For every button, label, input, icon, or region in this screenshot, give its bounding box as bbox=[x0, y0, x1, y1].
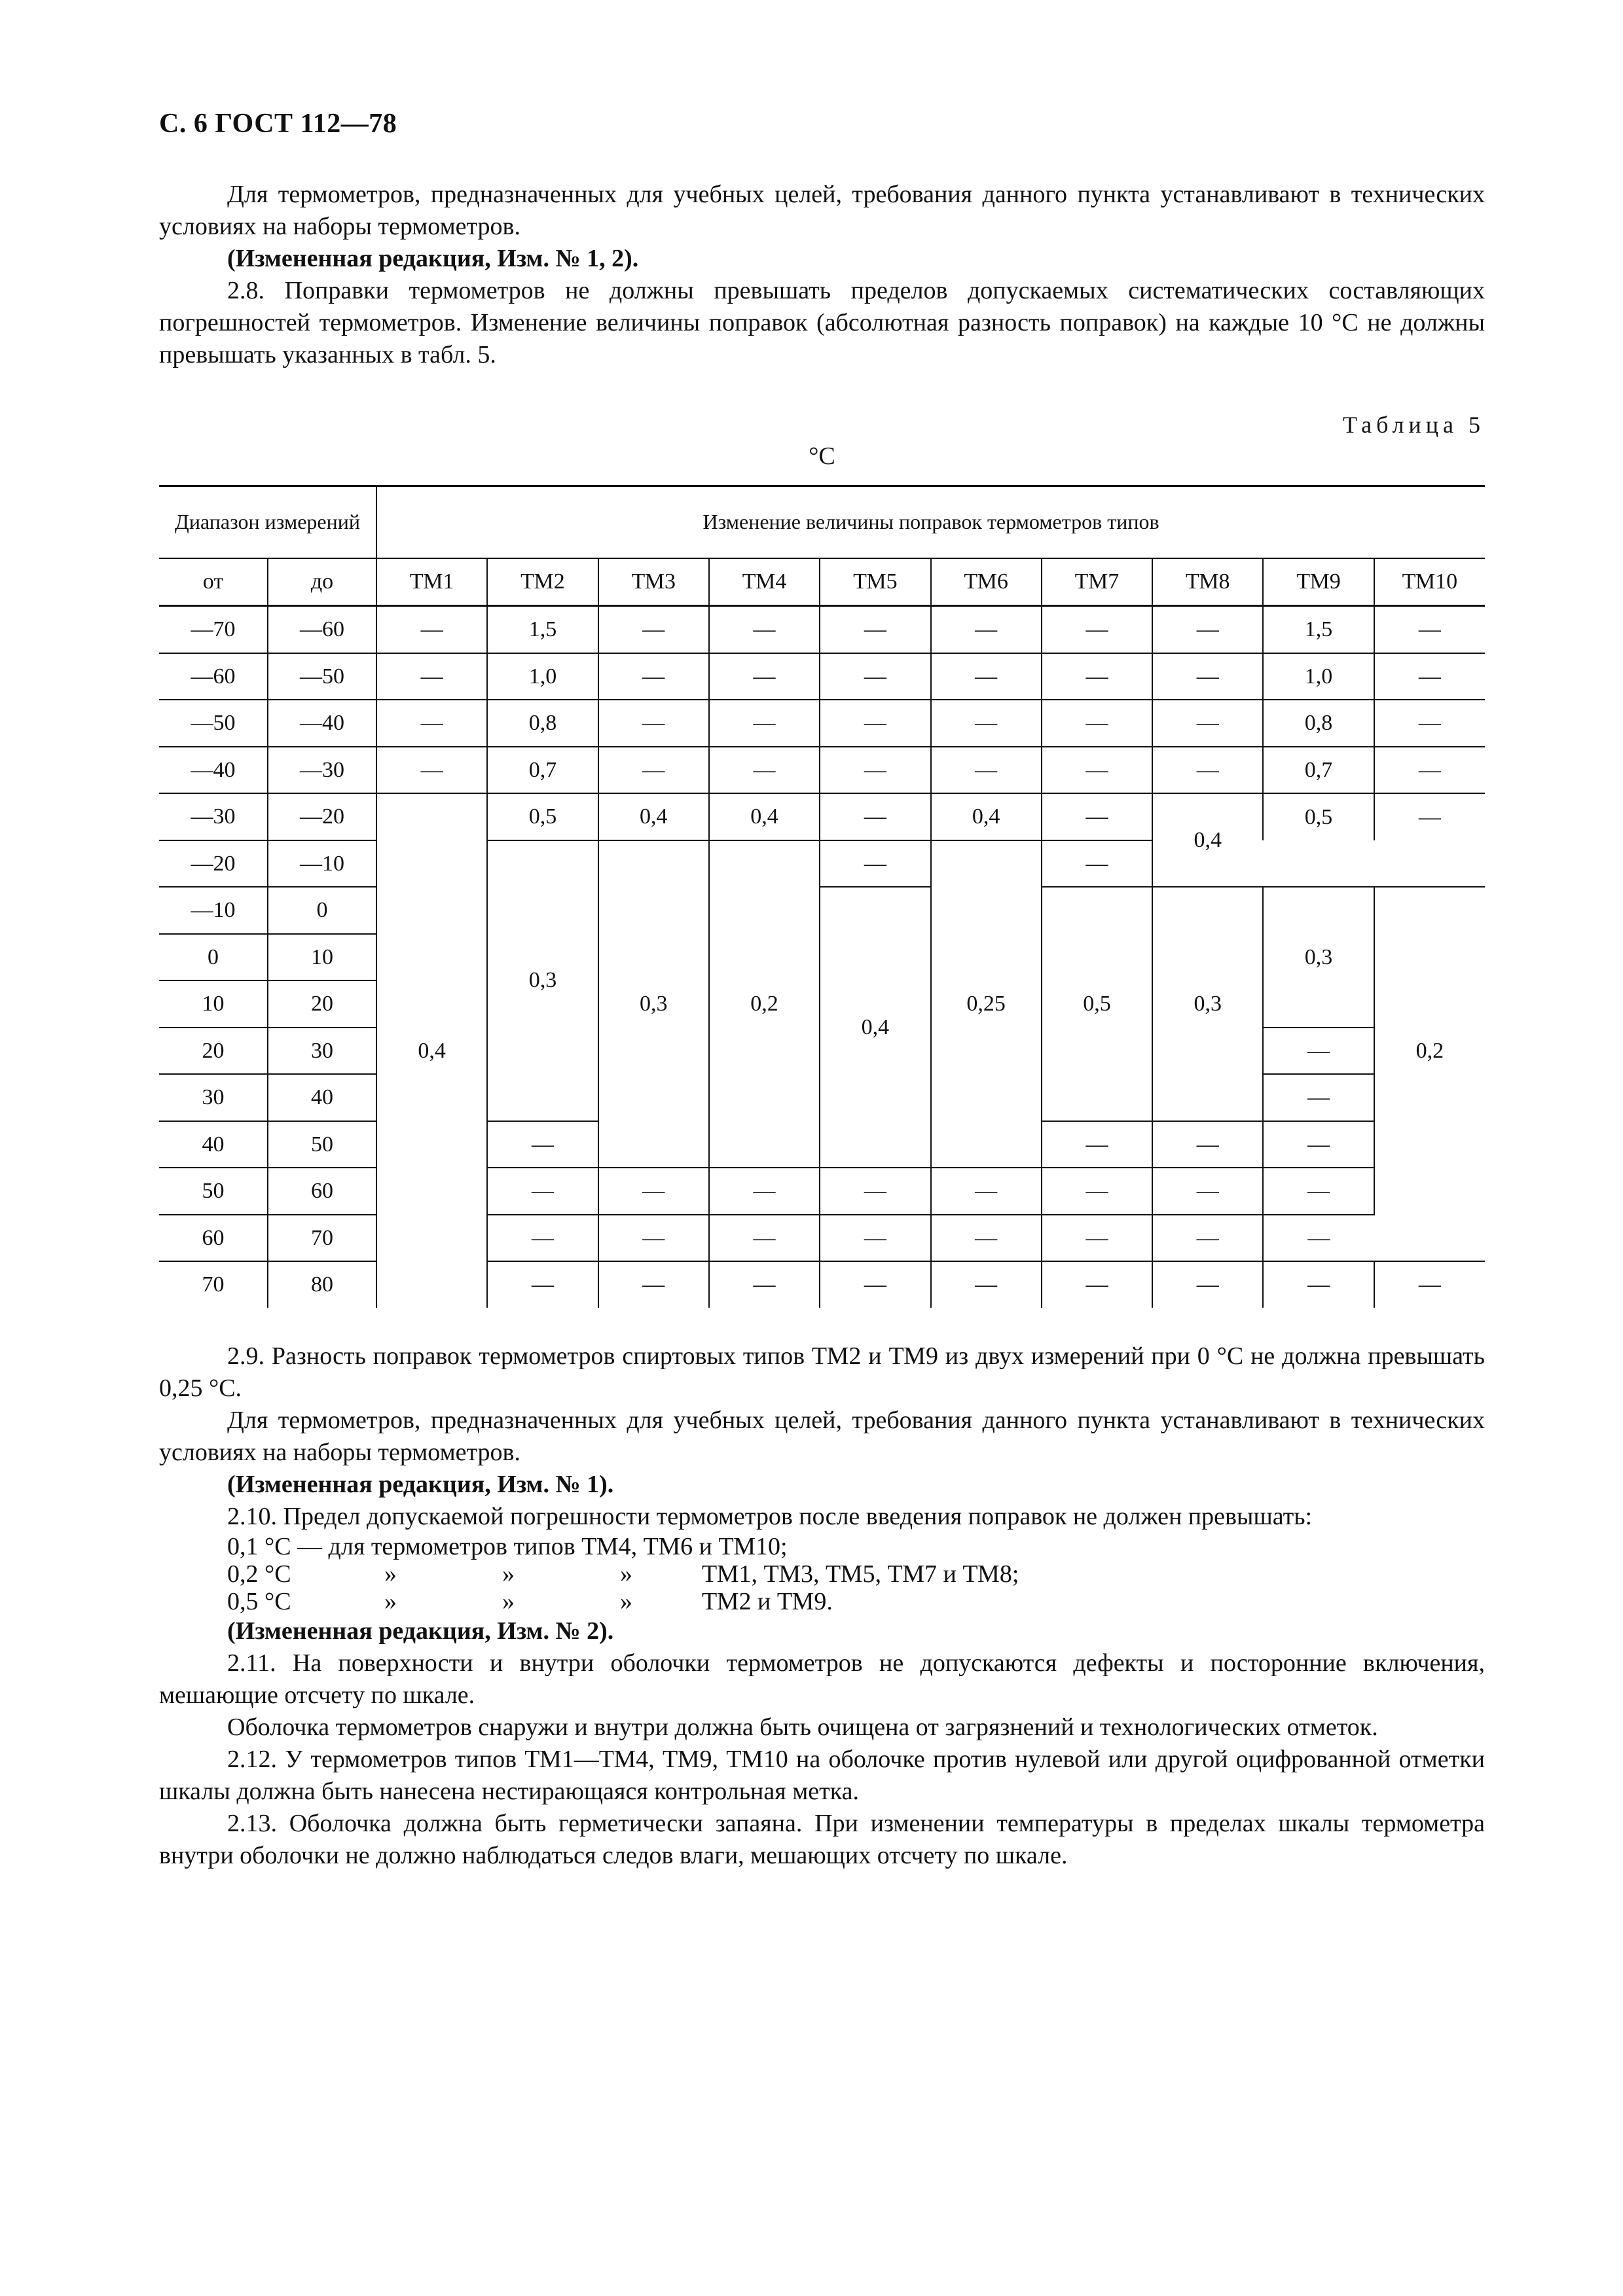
value-cell: — bbox=[1042, 1215, 1152, 1262]
range-header: Диапазон измерений bbox=[159, 486, 376, 559]
page-header: С. 6 ГОСТ 112—78 bbox=[159, 109, 397, 139]
value-cell: — bbox=[1042, 700, 1152, 747]
value-cell: 1,5 bbox=[487, 606, 598, 653]
value-cell: — bbox=[1042, 1121, 1152, 1168]
value-cell: — bbox=[709, 1168, 820, 1215]
col-to-header: до bbox=[268, 558, 376, 606]
range-from-cell: —30 bbox=[159, 793, 268, 840]
value-cell: — bbox=[376, 747, 487, 794]
value-cell: — bbox=[709, 700, 820, 747]
amendment-note-1: (Измененная редакция, Изм. № 1, 2). bbox=[227, 245, 639, 272]
table-row bbox=[159, 1168, 1485, 1215]
value-cell: — bbox=[1042, 606, 1152, 653]
value-cell: 0,4 bbox=[1152, 793, 1263, 887]
value-cell: 0,3 bbox=[1263, 887, 1374, 1028]
type-header: ТМ6 bbox=[931, 558, 1042, 606]
value-cell: — bbox=[1042, 840, 1152, 888]
value-cell: — bbox=[820, 1168, 930, 1215]
value-cell: — bbox=[709, 1261, 820, 1308]
range-from-cell: —50 bbox=[159, 700, 268, 747]
range-from-cell: 0 bbox=[159, 934, 268, 981]
value-cell: — bbox=[598, 653, 709, 700]
value-cell: — bbox=[1152, 1215, 1263, 1262]
value-cell: 0,4 bbox=[376, 793, 487, 1308]
value-cell: — bbox=[820, 1261, 930, 1308]
value-cell: — bbox=[1374, 606, 1485, 653]
amendment-note-3: (Измененная редакция, Изм. № 2). bbox=[227, 1617, 614, 1645]
value-cell: — bbox=[1374, 700, 1485, 747]
paragraph-2-11-b: Оболочка термометров снаружи и внутри должна быть очищена от загрязнений и технологических отметок. bbox=[227, 1713, 1378, 1741]
corrections-table bbox=[159, 485, 1485, 1308]
type-header: ТМ1 bbox=[376, 558, 487, 606]
range-to-cell: 40 bbox=[268, 1074, 376, 1121]
table-row bbox=[159, 1261, 1485, 1308]
value-cell: — bbox=[1152, 1261, 1263, 1308]
value-cell: — bbox=[1374, 1261, 1485, 1308]
table-header-row bbox=[159, 486, 1485, 559]
value-cell: — bbox=[1263, 1121, 1374, 1168]
document-page bbox=[159, 108, 1485, 1872]
value-cell: — bbox=[598, 1215, 709, 1262]
range-to-cell: 10 bbox=[268, 934, 376, 981]
value-cell: 0,4 bbox=[598, 793, 709, 840]
range-to-cell: —10 bbox=[268, 840, 376, 888]
value-cell: 0,8 bbox=[487, 700, 598, 747]
value-cell: — bbox=[820, 793, 930, 840]
value-cell: — bbox=[820, 606, 930, 653]
value-cell: — bbox=[1042, 747, 1152, 794]
list-item: 0,2 °С » » » ТМ1, ТМ3, ТМ5, ТМ7 и ТМ8; bbox=[227, 1560, 1019, 1588]
value-cell: — bbox=[487, 1261, 598, 1308]
value-cell: 1,0 bbox=[1263, 653, 1374, 700]
value-cell: 0,5 bbox=[1263, 793, 1374, 840]
value-cell: — bbox=[376, 700, 487, 747]
value-cell: 0,5 bbox=[487, 793, 598, 840]
value-cell: 0,8 bbox=[1263, 700, 1374, 747]
value-cell: — bbox=[709, 653, 820, 700]
value-cell: — bbox=[1152, 606, 1263, 653]
value-cell: 0,4 bbox=[820, 887, 930, 1168]
paragraph-2-10: 2.10. Предел допускаемой погрешности термометров после введения поправок не должен превышать: bbox=[227, 1502, 1313, 1530]
value-cell: — bbox=[931, 1261, 1042, 1308]
value-cell: — bbox=[1263, 1261, 1374, 1308]
range-to-cell: 20 bbox=[268, 980, 376, 1028]
range-to-cell: —50 bbox=[268, 653, 376, 700]
value-cell: — bbox=[1263, 1074, 1374, 1121]
range-from-cell: 50 bbox=[159, 1168, 268, 1215]
type-header: ТМ5 bbox=[820, 558, 930, 606]
value-cell: 0,3 bbox=[487, 840, 598, 1121]
type-header: ТМ10 bbox=[1374, 558, 1485, 606]
list-item: 0,5 °С » » » ТМ2 и ТМ9. bbox=[227, 1587, 833, 1615]
type-header: ТМ2 bbox=[487, 558, 598, 606]
table-row bbox=[159, 606, 1485, 653]
range-to-cell: —40 bbox=[268, 700, 376, 747]
range-from-cell: 30 bbox=[159, 1074, 268, 1121]
range-from-cell: 40 bbox=[159, 1121, 268, 1168]
type-header: ТМ9 bbox=[1263, 558, 1374, 606]
value-cell: — bbox=[931, 1215, 1042, 1262]
value-cell: — bbox=[1042, 653, 1152, 700]
range-from-cell: —60 bbox=[159, 653, 268, 700]
value-cell: — bbox=[820, 747, 930, 794]
range-from-cell: —40 bbox=[159, 747, 268, 794]
type-header: ТМ3 bbox=[598, 558, 709, 606]
value-cell: — bbox=[931, 606, 1042, 653]
table-row bbox=[159, 793, 1485, 840]
value-cell: — bbox=[598, 700, 709, 747]
value-cell: 0,4 bbox=[931, 793, 1042, 840]
value-cell: — bbox=[709, 747, 820, 794]
range-to-cell: —30 bbox=[268, 747, 376, 794]
paragraph-2-13: 2.13. Оболочка должна быть герметически запаяна. При изменении температуры в пределах шкалы термометра внутри оболочки не должно наблюдаться следов влаги, мешающих отсчету по шкале. bbox=[159, 1809, 1485, 1869]
value-cell: — bbox=[1263, 1215, 1374, 1262]
table-row bbox=[159, 747, 1485, 794]
table-row bbox=[159, 840, 1485, 888]
value-cell: 0,7 bbox=[487, 747, 598, 794]
range-from-cell: 20 bbox=[159, 1028, 268, 1075]
value-cell: — bbox=[598, 747, 709, 794]
value-cell: — bbox=[376, 653, 487, 700]
range-from-cell: 60 bbox=[159, 1215, 268, 1262]
value-cell: — bbox=[1374, 793, 1485, 840]
value-cell: — bbox=[931, 1168, 1042, 1215]
value-cell: — bbox=[1152, 747, 1263, 794]
value-cell: — bbox=[487, 1215, 598, 1262]
range-to-cell: 70 bbox=[268, 1215, 376, 1262]
value-cell: — bbox=[1042, 793, 1152, 840]
paragraph-2-11: 2.11. На поверхности и внутри оболочки термометров не допускаются дефекты и посторонние включения, мешающие отсчету по шкале. bbox=[159, 1649, 1485, 1709]
amendment-note-2: (Измененная редакция, Изм. № 1). bbox=[227, 1470, 614, 1498]
value-cell: — bbox=[931, 700, 1042, 747]
value-cell: — bbox=[931, 747, 1042, 794]
range-to-cell: 60 bbox=[268, 1168, 376, 1215]
error-limits-list bbox=[159, 1533, 1485, 1615]
paragraph-2-8: 2.8. Поправки термометров не должны превышать пределов допускаемых систематических составляющих погрешностей термометров. Изменение величины поправок (абсолютная разность поправок) на каждые 10 °С не должны превышать указанных в табл. 5. bbox=[159, 277, 1485, 368]
range-to-cell: —60 bbox=[268, 606, 376, 653]
value-cell: — bbox=[1152, 653, 1263, 700]
value-cell: 0,2 bbox=[1374, 887, 1485, 1215]
table-unit: °С bbox=[809, 442, 835, 470]
value-cell: — bbox=[598, 1168, 709, 1215]
value-cell: — bbox=[598, 606, 709, 653]
type-header: ТМ8 bbox=[1152, 558, 1263, 606]
value-cell: — bbox=[598, 1261, 709, 1308]
table-row bbox=[159, 653, 1485, 700]
value-cell: — bbox=[931, 653, 1042, 700]
value-cell: — bbox=[1042, 1168, 1152, 1215]
value-cell: — bbox=[1374, 653, 1485, 700]
paragraph-training-thermometers-2: Для термометров, предназначенных для учебных целей, требования данного пункта устанавливают в технических условиях на наборы термометров. bbox=[159, 1406, 1485, 1466]
value-cell: — bbox=[1263, 1168, 1374, 1215]
value-cell: 0,5 bbox=[1042, 887, 1152, 1121]
paragraph-2-9: 2.9. Разность поправок термометров спиртовых типов ТМ2 и ТМ9 из двух измерений при 0 °С не должна превышать 0,25 °С. bbox=[159, 1342, 1485, 1402]
value-cell: 1,5 bbox=[1263, 606, 1374, 653]
value-cell: — bbox=[1152, 1121, 1263, 1168]
value-cell: — bbox=[709, 606, 820, 653]
value-cell: — bbox=[709, 1215, 820, 1262]
value-cell: — bbox=[820, 1215, 930, 1262]
value-cell: — bbox=[820, 700, 930, 747]
range-to-cell: 30 bbox=[268, 1028, 376, 1075]
value-cell: — bbox=[820, 840, 930, 888]
list-item: 0,1 °С — для термометров типов ТМ4, ТМ6 и ТМ10; bbox=[227, 1532, 788, 1560]
value-cell: 0,25 bbox=[931, 840, 1042, 1168]
type-header: ТМ4 bbox=[709, 558, 820, 606]
value-cell: — bbox=[487, 1121, 598, 1168]
table-row bbox=[159, 1215, 1485, 1262]
value-cell: — bbox=[1152, 700, 1263, 747]
value-cell: — bbox=[487, 1168, 598, 1215]
table-row bbox=[159, 700, 1485, 747]
value-cell: 0,4 bbox=[709, 793, 820, 840]
range-from-cell: —20 bbox=[159, 840, 268, 888]
value-cell: 0,2 bbox=[709, 840, 820, 1168]
value-cell: — bbox=[820, 653, 930, 700]
value-cell: 0,3 bbox=[1152, 887, 1263, 1121]
table-subheader-row bbox=[159, 558, 1485, 606]
paragraph-training-thermometers: Для термометров, предназначенных для учебных целей, требования данного пункта устанавливают в технических условиях на наборы термометров. bbox=[159, 181, 1485, 240]
value-cell: — bbox=[376, 606, 487, 653]
main-header: Изменение величины поправок термометров типов bbox=[376, 486, 1485, 559]
range-to-cell: 80 bbox=[268, 1261, 376, 1308]
value-cell: — bbox=[1263, 1028, 1374, 1075]
value-cell: — bbox=[1042, 1261, 1152, 1308]
value-cell: 0,3 bbox=[598, 840, 709, 1168]
range-from-cell: 10 bbox=[159, 980, 268, 1028]
type-header: ТМ7 bbox=[1042, 558, 1152, 606]
range-from-cell: —70 bbox=[159, 606, 268, 653]
range-to-cell: 0 bbox=[268, 887, 376, 934]
value-cell: — bbox=[1374, 747, 1485, 794]
range-to-cell: —20 bbox=[268, 793, 376, 840]
value-cell: 1,0 bbox=[487, 653, 598, 700]
value-cell: — bbox=[1152, 1168, 1263, 1215]
col-from-header: от bbox=[159, 558, 268, 606]
value-cell: 0,7 bbox=[1263, 747, 1374, 794]
range-to-cell: 50 bbox=[268, 1121, 376, 1168]
range-from-cell: 70 bbox=[159, 1261, 268, 1308]
table-row bbox=[159, 887, 1485, 934]
paragraph-2-12: 2.12. У термометров типов ТМ1—ТМ4, ТМ9, ТМ10 на оболочке против нулевой или другой оцифрованной отметки шкалы должна быть нанесена нестирающаяся контрольная метка. bbox=[159, 1745, 1485, 1805]
range-from-cell: —10 bbox=[159, 887, 268, 934]
table-caption: Таблица 5 bbox=[1343, 412, 1485, 438]
